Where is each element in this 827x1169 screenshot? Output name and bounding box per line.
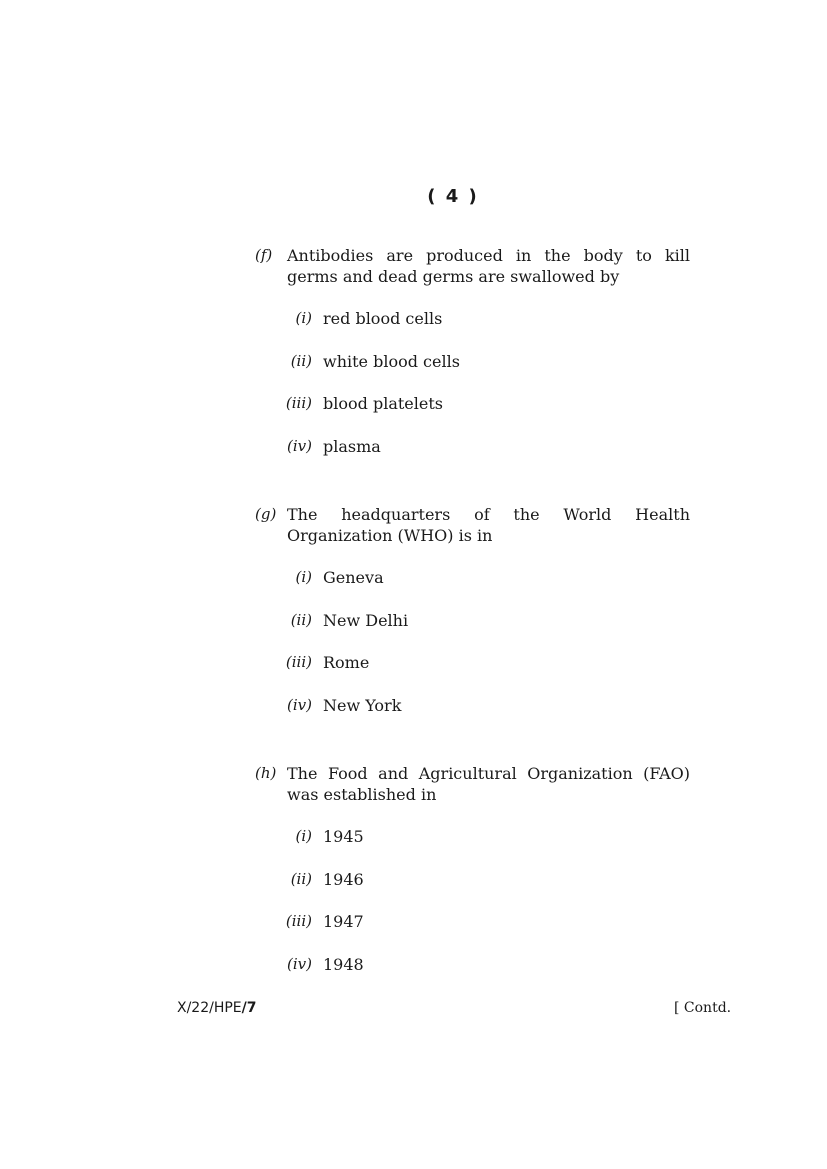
option-item (255, 954, 690, 997)
question-text: Antibodies are produced in the body to kill germs and dead germs are swallowed by (287, 246, 690, 286)
option-label: (i) (295, 827, 312, 845)
option-text: plasma (323, 436, 381, 456)
option-text: white blood cells (323, 351, 460, 371)
option-text: 1946 (323, 869, 364, 889)
option-text: New Delhi (323, 610, 409, 630)
option-label: (iv) (287, 695, 312, 714)
option-text: 1948 (323, 954, 364, 974)
option-item (255, 351, 690, 394)
question-f (255, 245, 690, 478)
paper-code-prefix: X/22/HPE (177, 1000, 242, 1016)
option-label: (ii) (290, 869, 312, 888)
option-label: (iii) (285, 653, 312, 671)
option-item (255, 308, 690, 351)
option-text: Geneva (323, 568, 384, 587)
option-item (255, 869, 690, 912)
question-label: (g) (255, 505, 277, 523)
option-text: Rome (323, 653, 370, 672)
question-h (255, 763, 690, 996)
option-label: (iii) (285, 912, 312, 930)
option-label: (iv) (287, 436, 312, 455)
option-text: 1947 (323, 912, 364, 931)
options-list (255, 567, 690, 737)
option-item (255, 911, 690, 954)
continued-marker: [ Contd. (674, 1000, 732, 1016)
option-text: blood platelets (323, 394, 443, 413)
option-item (255, 652, 690, 695)
option-item (255, 567, 690, 610)
option-text: New York (323, 695, 402, 715)
paper-code (177, 1000, 257, 1016)
question-text: The headquarters of the World Health Organization (WHO) is in (287, 505, 690, 545)
paper-code-suffix: /7 (241, 1000, 257, 1016)
options-list (255, 308, 690, 478)
question-text: The Food and Agricultural Organization (FAO) was established in (287, 764, 690, 804)
option-label: (ii) (290, 610, 312, 629)
option-label: (iv) (287, 954, 312, 973)
option-item (255, 436, 690, 479)
question-label: (f) (255, 246, 273, 264)
option-item (255, 695, 690, 738)
option-text: red blood cells (323, 309, 443, 328)
option-item (255, 393, 690, 436)
option-label: (iii) (285, 394, 312, 412)
option-label: (i) (295, 568, 312, 586)
option-item (255, 610, 690, 653)
options-list (255, 826, 690, 996)
option-label: (ii) (290, 351, 312, 370)
question-label: (h) (255, 764, 277, 782)
option-item (255, 826, 690, 869)
page-number: ( 4 ) (427, 186, 479, 207)
option-text: 1945 (323, 827, 364, 846)
question-g (255, 504, 690, 737)
option-label: (i) (295, 309, 312, 327)
